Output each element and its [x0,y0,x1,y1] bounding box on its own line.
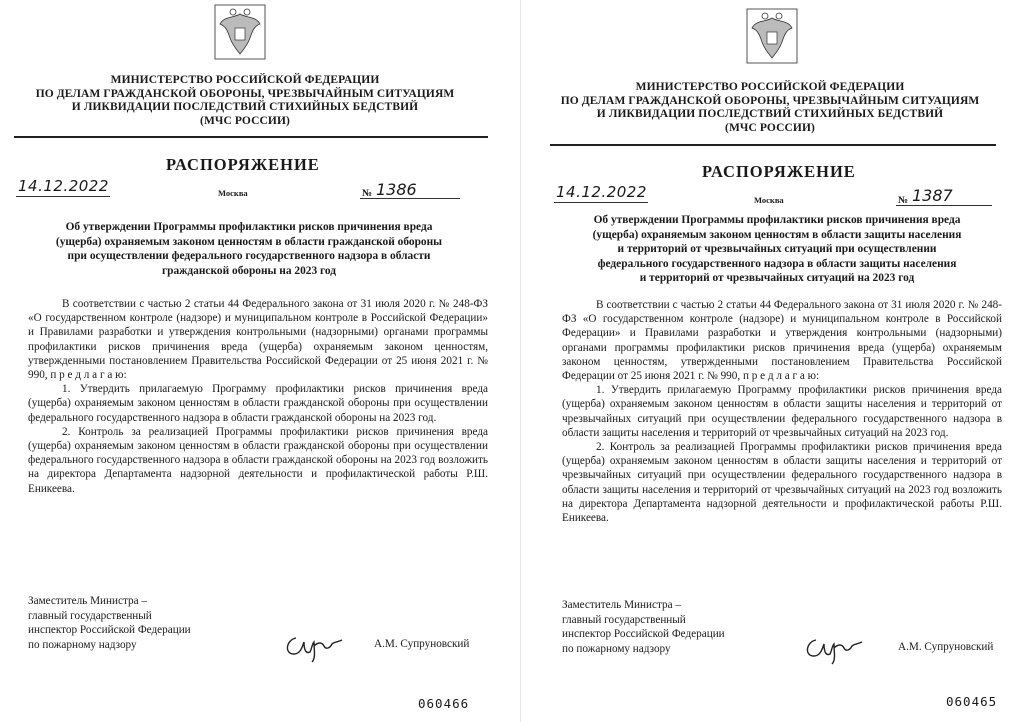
coat-of-arms-emblem [214,4,266,60]
document-body [562,298,1002,525]
document-body [28,297,488,496]
body-paragraph: 2. Контроль за реализацией Программы профилактики рисков причинения вреда (ущерба) охраняемым законом ценностям в области гражданской обороны при осуществлении федерального государственного надзора в области гражданской обороны на 2023 год возложить на директора Департамента надзорной деятельности и профилактической работы Р.Ш. Еникеева. [28,425,488,495]
document-type: РАСПОРЯЖЕНИЕ [166,155,320,174]
number-label: № [362,188,373,199]
date-underline [16,196,110,197]
number-underline [896,205,992,206]
handwritten-signature [282,628,344,664]
number-label: № [898,195,909,206]
document-city: Москва [754,195,784,205]
decree-1386 [0,0,510,722]
decree-1387 [530,0,1024,722]
body-paragraph: В соответствии с частью 2 статьи 44 Федерального закона от 31 июля 2020 г. № 248-ФЗ «О государственном контроле (надзоре) и муниципальном контроле в Российской Федерации» и Правилами разработки и утверждения контрольными (надзорными) органами программы профилактики рисков причинения вреда (ущерба) охраняемым законом ценностям, утвержденными постановлением Правительства Российской Федерации от 25 июня 2021 г. № 990, п р е д л а г а ю: [562,299,1002,383]
ministry-name: МИНИСТЕРСТВО РОССИЙСКОЙ ФЕДЕРАЦИИ ПО ДЕЛАМ ГРАЖДАНСКОЙ ОБОРОНЫ, ЧРЕЗВЫЧАЙНЫМ СИТУАЦИЯМ И ЛИКВИДАЦИИ ПОСЛЕДСТВИЙ СТИХИЙНЫХ БЕДСТВИЙ (МЧС РОССИИ) [35,74,455,127]
document-subject: Об утверждении Программы профилактики рисков причинения вреда (ущерба) охраняемым законом ценностям в области защиты населения и территорий от чрезвычайных ситуаций при осуществлении федерального государственного надзора в области защиты населения и территорий от чрезвычайных ситуаций на 2023 год [592,214,962,284]
signer-name: А.М. Супруновский [374,638,470,650]
document-number: 1386 [376,180,417,199]
signer-name: А.М. Супруновский [898,641,994,653]
document-type: РАСПОРЯЖЕНИЕ [702,162,856,181]
handwritten-signature [802,630,864,666]
serial-number: 060466 [418,696,470,711]
body-paragraph: В соответствии с частью 2 статьи 44 Федерального закона от 31 июля 2020 г. № 248-ФЗ «О государственном контроле (надзоре) и муниципальном контроле в Российской Федерации» и Правилами разработки и утверждения контрольными (надзорными) органами программы профилактики рисков причинения вреда (ущерба) охраняемым законом ценностям, утвержденными постановлением Правительства Российской Федерации от 25 июня 2021 г. № 990, п р е д л а г а ю: [28,298,488,382]
body-paragraph: 1. Утвердить прилагаемую Программу профилактики рисков причинения вреда (ущерба) охраняемым законом ценностям в области защиты населения и территорий от чрезвычайных ситуаций при осуществлении федерального государственного надзора в области защиты населения и территорий от чрезвычайных ситуаций на 2023 год. [562,384,1002,439]
date-underline [554,202,648,203]
serial-number: 060465 [946,694,998,709]
page-divider [520,0,521,722]
ministry-name: МИНИСТЕРСТВО РОССИЙСКОЙ ФЕДЕРАЦИИ ПО ДЕЛАМ ГРАЖДАНСКОЙ ОБОРОНЫ, ЧРЕЗВЫЧАЙНЫМ СИТУАЦИЯМ И ЛИКВИДАЦИИ ПОСЛЕДСТВИЙ СТИХИЙНЫХ БЕДСТВИЙ (МЧС РОССИИ) [560,81,980,134]
header-rule [550,144,996,146]
document-city: Москва [218,188,248,198]
coat-of-arms-emblem [746,8,798,64]
number-underline [360,198,460,199]
document-date: 14.12.2022 [18,177,109,195]
document-date: 14.12.2022 [556,183,647,201]
signer-position: Заместитель Министра – главный государственный инспектор Российской Федерации по пожарному надзору [28,595,191,651]
document-number: 1387 [912,186,953,205]
body-paragraph: 2. Контроль за реализацией Программы профилактики рисков причинения вреда (ущерба) охраняемым законом ценностям в области защиты населения и территорий от чрезвычайных ситуаций при осуществлении федерального государственного надзора в области защиты населения и территорий от чрезвычайных ситуаций на 2023 год возложить на директора Департамента надзорной деятельности и профилактической работы Р.Ш. Еникеева. [562,441,1002,525]
signer-position: Заместитель Министра – главный государственный инспектор Российской Федерации по пожарному надзору [562,599,725,655]
document-subject: Об утверждении Программы профилактики рисков причинения вреда (ущерба) охраняемым законом ценностям в области гражданской обороны при осуществлении федерального государственного надзора в области гражданской обороны на 2023 год [55,221,443,277]
body-paragraph: 1. Утвердить прилагаемую Программу профилактики рисков причинения вреда (ущерба) охраняемым законом ценностям в области гражданской обороны при осуществлении федерального государственного надзора в области гражданской обороны на 2023 год. [28,383,488,424]
header-rule [14,136,488,138]
